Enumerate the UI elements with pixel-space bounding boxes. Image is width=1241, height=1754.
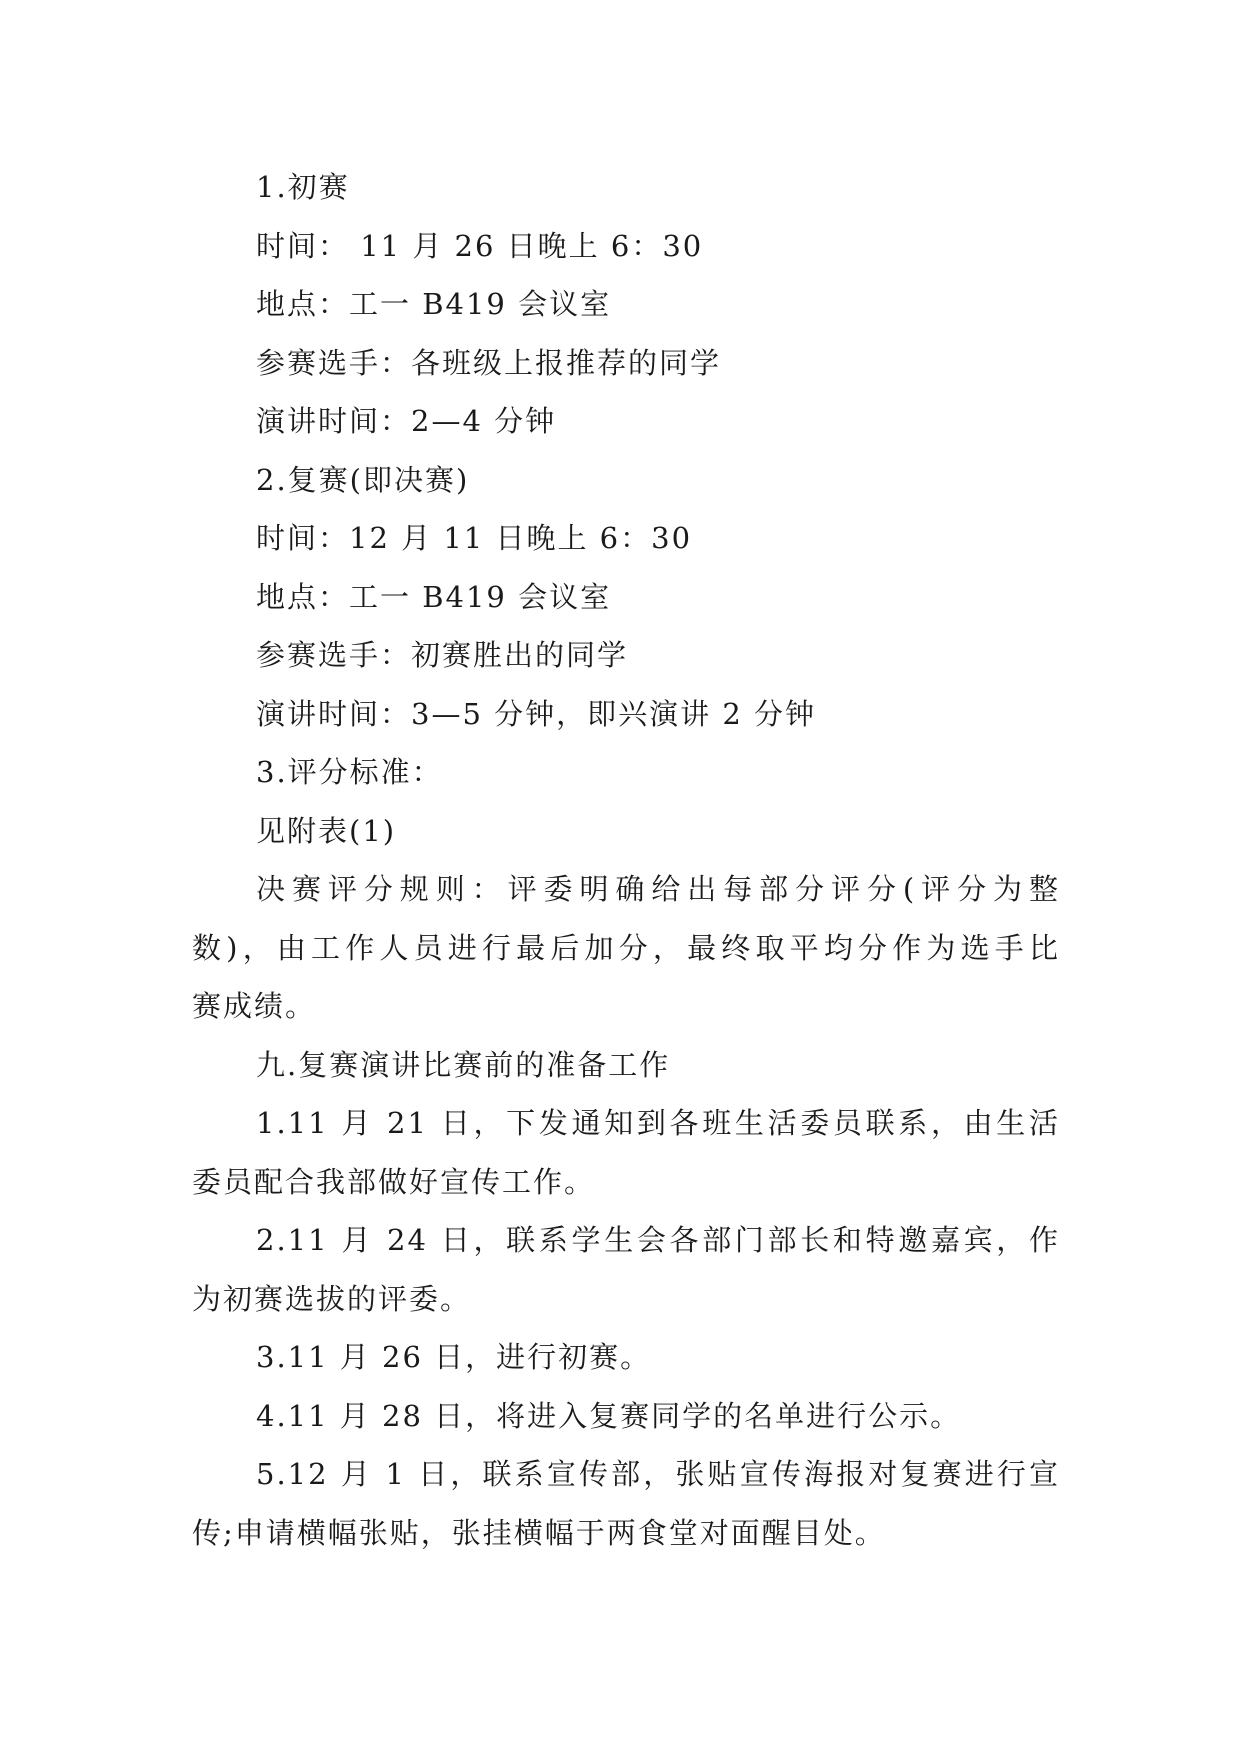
- text-line: 5.12 月 1 日，联系宣传部，张贴宣传海报对复赛进行宣: [256, 1457, 1060, 1491]
- text-line: 为初赛选拔的评委。: [192, 1281, 472, 1316]
- text-line: 决赛评分规则：评委明确给出每部分评分(评分为整: [256, 872, 1060, 906]
- document-body: [192, 158, 1060, 1562]
- text-line: 数)，由工作人员进行最后加分，最终取平均分作为选手比: [192, 930, 1060, 965]
- text-line: 传;申请横幅张贴，张挂横幅于两食堂对面醒目处。: [192, 1515, 886, 1550]
- text-line: 演讲时间：3—5 分钟，即兴演讲 2 分钟: [256, 696, 817, 731]
- text-line: 地点：工一 B419 会议室: [256, 287, 612, 321]
- text-line: 赛成绩。: [192, 989, 317, 1023]
- text-line: 参赛选手：初赛胜出的同学: [256, 638, 629, 672]
- text-line: 见附表(1): [256, 813, 397, 848]
- text-line: 3.评分标准：: [256, 755, 443, 789]
- text-line: 时间：12 月 11 日晚上 6：30: [256, 521, 693, 555]
- text-line: 1.11 月 21 日，下发通知到各班生活委员联系，由生活: [256, 1106, 1060, 1140]
- text-line: 地点：工一 B419 会议室: [256, 579, 612, 614]
- text-line: 2.11 月 24 日，联系学生会各部门部长和特邀嘉宾，作: [256, 1223, 1060, 1257]
- text-line: 4.11 月 28 日，将进入复赛同学的名单进行公示。: [256, 1398, 962, 1433]
- text-line: 1.初赛: [256, 170, 350, 204]
- text-line: 演讲时间：2—4 分钟: [256, 404, 557, 438]
- text-line: 委员配合我部做好宣传工作。: [192, 1164, 596, 1199]
- text-line: 3.11 月 26 日，进行初赛。: [256, 1340, 652, 1374]
- text-line: 参赛选手：各班级上报推荐的同学: [256, 345, 722, 380]
- text-line: 2.复赛(即决赛): [256, 462, 470, 497]
- text-line: 九.复赛演讲比赛前的准备工作: [256, 1047, 671, 1082]
- text-line: 时间： 11 月 26 日晚上 6：30: [256, 228, 704, 263]
